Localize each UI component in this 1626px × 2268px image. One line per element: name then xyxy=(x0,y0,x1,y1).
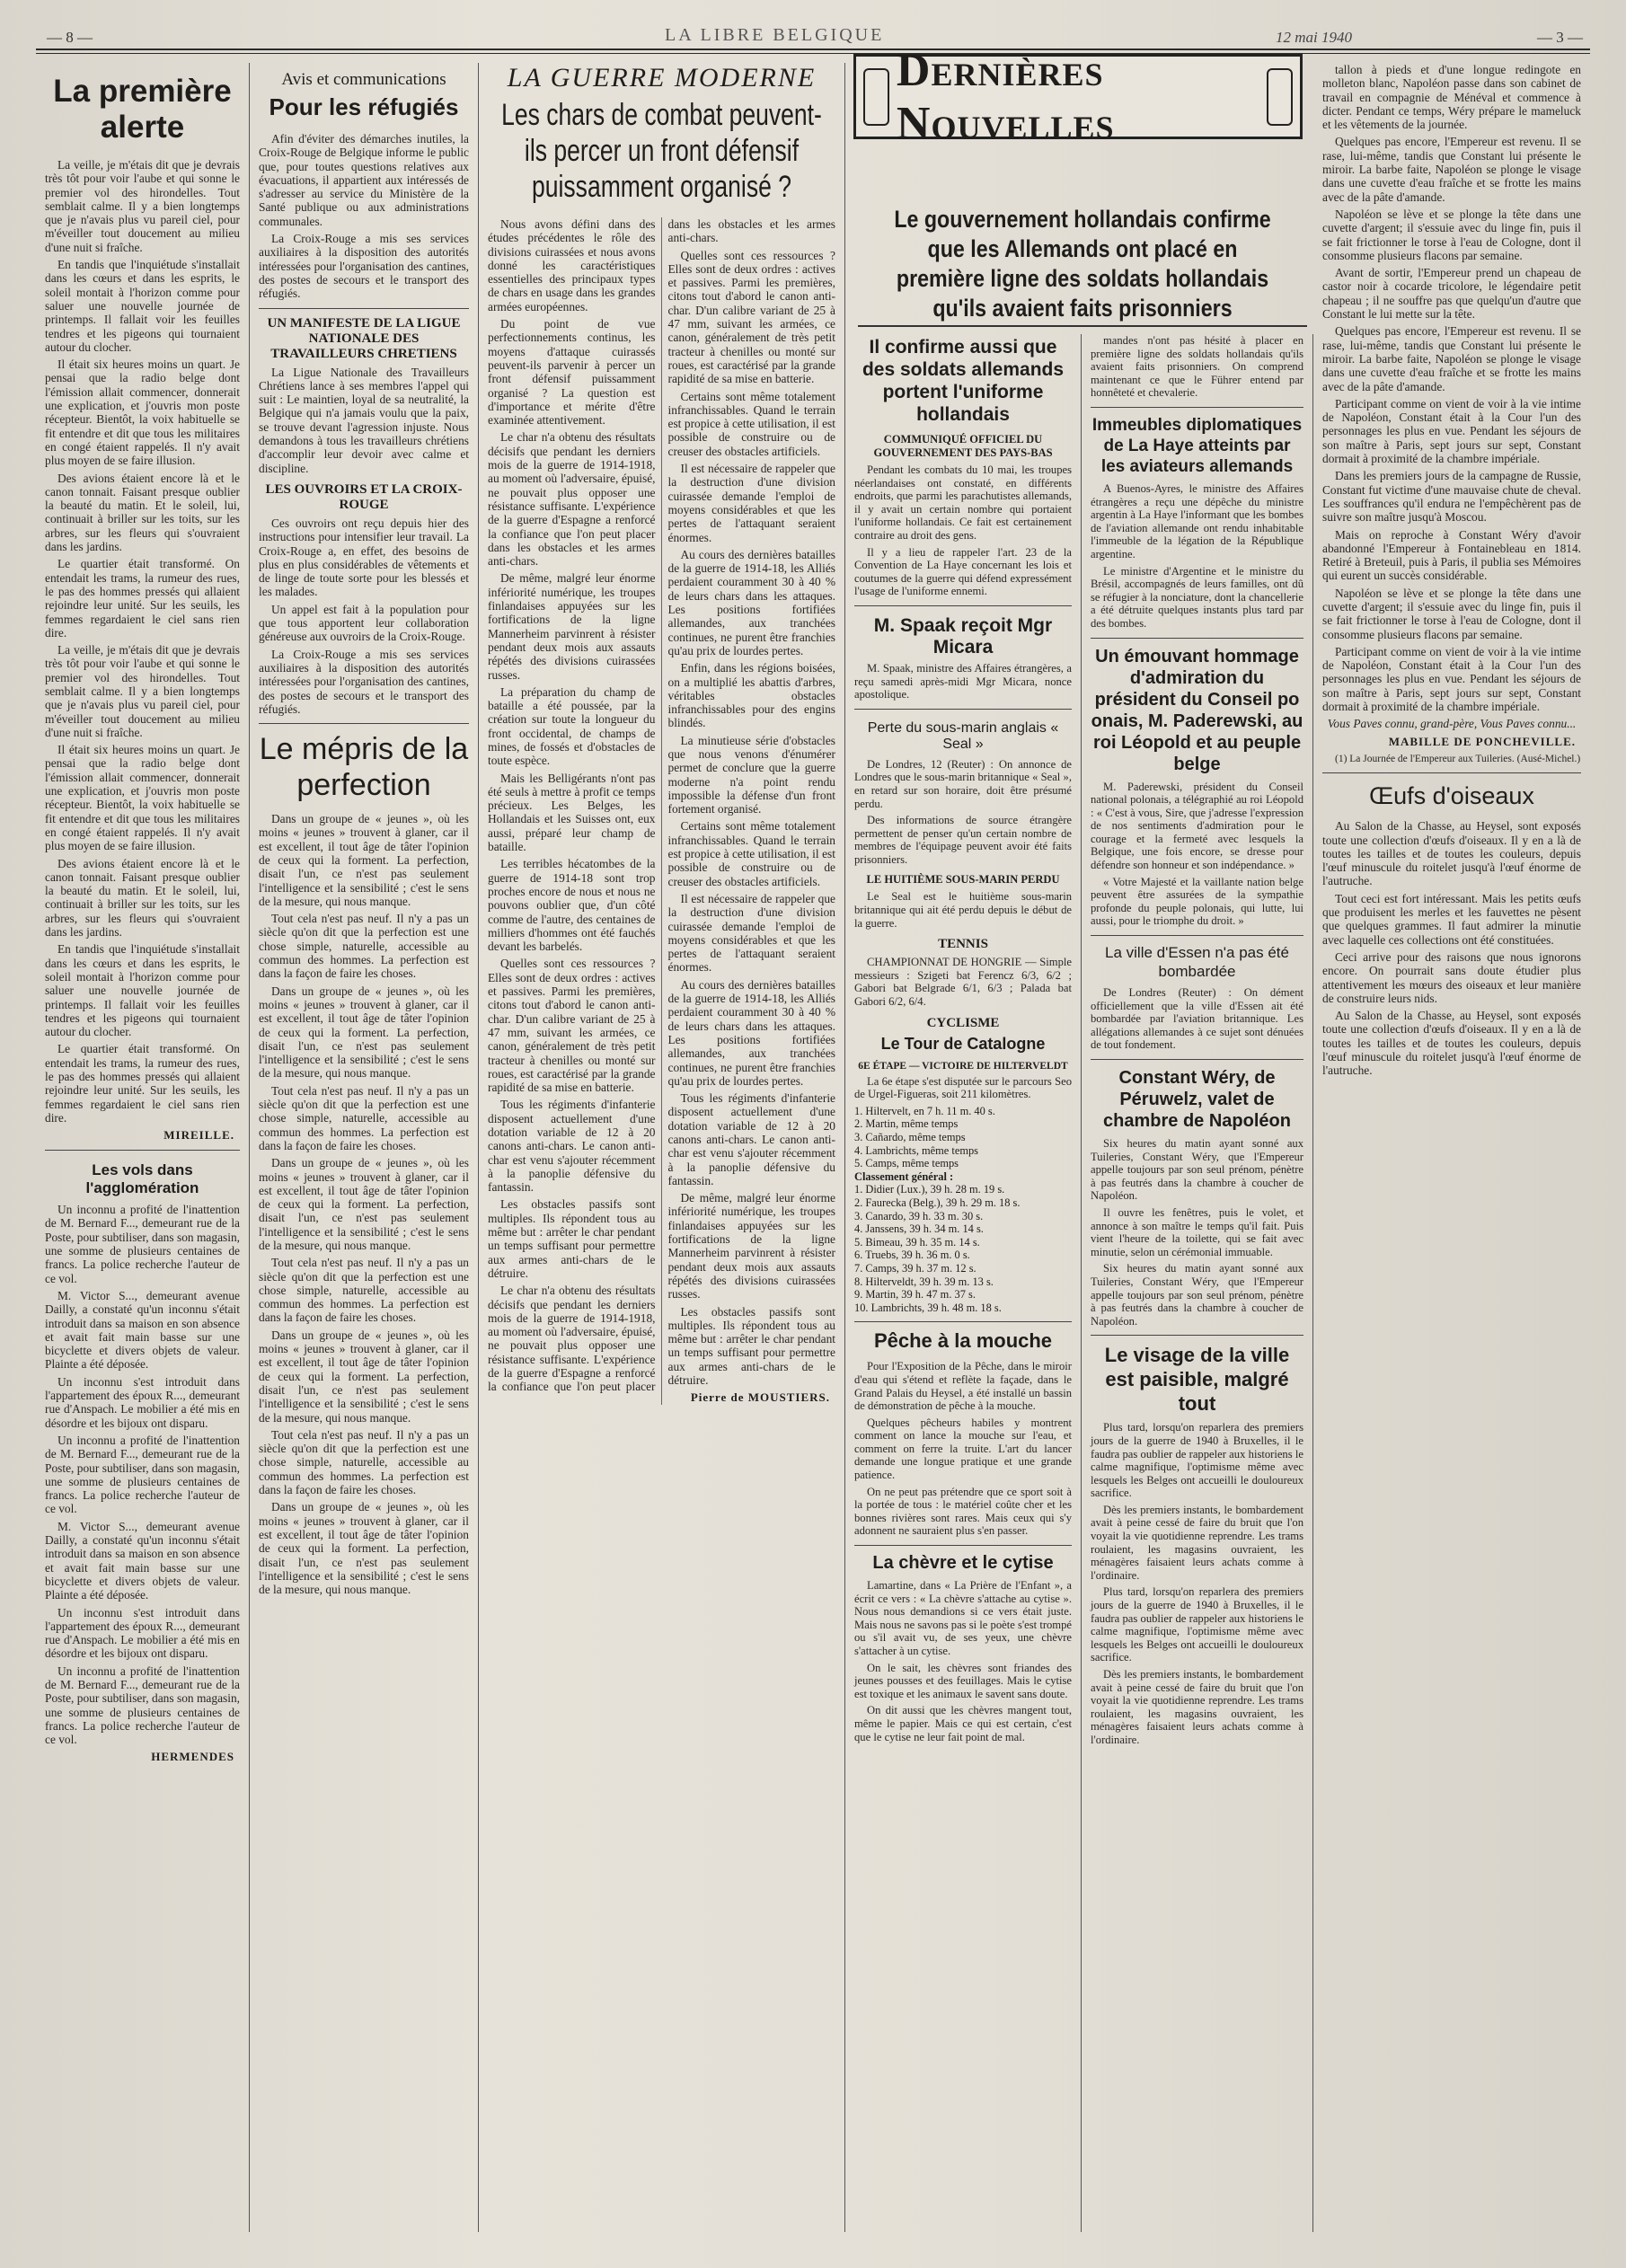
paragraph: Des avions étaient encore là et le canon tonnait. Faisant presque oublier la beauté du matin. Et le soleil, lui, continuait à briller sur les toits, sur les arbres, sur les fleurs qui s'ouvraient dans les jardins. xyxy=(45,856,240,940)
paragraph: Le Seal est le huitième sous-marin britannique qui ait été perdu depuis le début de la guerre. xyxy=(854,890,1072,930)
paragraph: Le quartier était transformé. On entendait les trams, la rumeur des rues, le pas des hommes pressés qui allaient rejoindre leur unité. Sur les seuils, les femmes regardaient le ciel sans rien dire. xyxy=(45,557,240,640)
paragraph: De Londres (Reuter) : On dément officiellement que la ville d'Essen ait été bombardée par l'aviation britannique. Les allégations allemandes à ce sujet sont dénuées de tout fondement. xyxy=(1091,986,1303,1052)
paragraph: Lamartine, dans « La Prière de l'Enfant », a écrit ce vers : « La chèvre s'attache au cytise ». Nous nous demandions si ce vers était juste. Mais nous ne savons pas si le poète s'est trompé ou s'il avait vu, de ses yeux, une chèvre s'attacher à un cytise. xyxy=(854,1579,1072,1657)
paragraph: En tandis que l'inquiétude s'installait dans les cœurs et dans les esprits, le soleil montait à l'horizon comme pour saluer une nouvelle journée de printemps. Il fallait voir les feuilles tendres et les pigeons qui tournaient autour du clocher. xyxy=(45,258,240,354)
paragraph: Plus tard, lorsqu'on reparlera des premiers jours de la guerre de 1940 à Bruxelles, il le faudra pas oublier de rappeler aux historiens le calme magnifique, l'optimisme même avec lesquels les Belges ont accueilli le douloureux sacrifice. xyxy=(1091,1585,1303,1664)
paragraph: Dans un groupe de « jeunes », où les moins « jeunes » trouvent à glaner, car il est excellent, il tout âge de tâter l'opinion de ceux qui la forment. La perfection, disait l'un, ce n'est pas seulement l'intelligence et la sensibilité ; c'est le sens de la mesure, qui nous manque. xyxy=(259,812,469,908)
paragraph: On le sait, les chèvres sont friandes des jeunes pousses et des feuillages. Mais le cytise est toxique et les animaux le savent sans doute. xyxy=(854,1661,1072,1700)
paragraph: Des avions étaient encore là et le canon tonnait. Faisant presque oublier la beauté du matin. Et le soleil, lui, continuait à briller sur les toits, sur les arbres, sur les fleurs qui s'ouvraient dans les jardins. xyxy=(45,471,240,554)
footnote: (1) La Journée de l'Empereur aux Tuileries. (Ausé-Michel.) xyxy=(1335,753,1581,764)
divider xyxy=(854,1321,1072,1322)
divider xyxy=(1091,1059,1303,1060)
paragraph: Des informations de source étrangère permettent de penser qu'un certain nombre de membres de l'équipage peuvent avoir été faits prisonniers. xyxy=(854,814,1072,866)
divider xyxy=(854,605,1072,606)
results-list xyxy=(854,1105,1072,1315)
paragraph: Dès les premiers instants, le bombardement avait à peine cessé de faire du bruit que l'on voyait la vie quotidienne reprendre. Les trams roulaient, les magasins ouvraient, les ménagères faisaient leurs achats comme à l'ordinaire. xyxy=(1091,1668,1303,1746)
section-heading-guerre-moderne: LA GUERRE MODERNE xyxy=(507,63,817,93)
paragraph: tallon à pieds et d'une longue redingote en molleton blanc, Napoléon passe dans son cabinet de travail en compagnie de Ménéval et commence à dicter. Pendant ce temps, Wéry prépare le mameluck et les vêtements de la journée. xyxy=(1322,63,1581,132)
paragraph: Dans un groupe de « jeunes », où les moins « jeunes » trouvent à glaner, car il est excellent, il tout âge de tâter l'opinion de ceux qui la forment. La perfection, disait l'un, ce n'est pas seulement l'intelligence et la sensibilité ; c'est le sens de la mesure, qui nous manque. xyxy=(259,1328,469,1425)
paragraph: Quelles sont ces ressources ? Elles sont de deux ordres : actives et passives. Parmi les premières, citons tout d'abord le canon anti-char. D'un calibre variant de 25 à 47 mm, suivant les armées, ce canon, généralement de très petit tracteur à chenilles ou monté sur roues, est caractérisé par la grande rapidité de sa mise en batterie. xyxy=(488,957,656,1095)
article-title-tour-catalogne: Le Tour de Catalogne xyxy=(880,1034,1046,1053)
article-body-chars xyxy=(488,217,835,1405)
column-4 xyxy=(845,334,1082,2232)
result-item: 5. Camps, même temps xyxy=(854,1157,959,1170)
result-item: 6. Truebs, 39 h. 36 m. 0 s. xyxy=(854,1249,970,1262)
column-6 xyxy=(1313,63,1590,2232)
paragraph: Il ouvre les fenêtres, puis le volet, et annonce à son maître le temps qu'il fait. Puis vient l'heure de la toilette, qui se fait avec minutie, selon un cérémonial immuable. xyxy=(1091,1205,1303,1258)
paragraph: Plus tard, lorsqu'on reparlera des premiers jours de la guerre de 1940 à Bruxelles, il le faudra pas oublier de rappeler aux historiens le calme magnifique, l'optimisme même avec lesquels les Belges ont accueilli le douloureux sacrifice. xyxy=(1091,1421,1303,1500)
paragraph: Tout cela n'est pas neuf. Il n'y a pas un siècle qu'on dit que la perfection est une chose simple, naturelle, accessible au commun des hommes. La perfection est dans la façon de faire les choses. xyxy=(259,1256,469,1325)
divider xyxy=(854,1545,1072,1546)
paragraph: Les obstacles passifs sont multiples. Ils répondent tous au même but : arrêter le char pendant un temps suffisant pour permettre aux armes anti-chars de le détruire. xyxy=(667,1304,835,1388)
paragraph: Au Salon de la Chasse, au Heysel, sont exposés toute une collection d'œufs d'oiseaux. Il y en a là de toutes les tailles et de toutes les couleurs, depuis l'œuf minuscule du roitelet jusqu'à l'œuf énorme de l'autruche. xyxy=(1322,1009,1581,1078)
paragraph: Afin d'éviter des démarches inutiles, la Croix-Rouge de Belgique informe le public que, pour toutes questions relatives aux évacuations, il appartient aux intéressés de s'adresser au service du Ministère de la Santé publique ou aux administrations communales. xyxy=(259,132,469,228)
paragraph: Il était six heures moins un quart. Je pensai que la radio belge dont l'émission allait commencer, donnerait une explication, et j'ouvris mon poste récepteur. Bientôt, la voix habituelle se fit entendre et dit que tous les militaires en congé étaient rappelés. Il n'y avait plus moyen de se faire illusion. xyxy=(45,357,240,468)
paragraph: On ne peut pas prétendre que ce sport soit à la portée de tous : le matériel coûte cher et les bonnes rivières sont rares. Mais ceux qui s'y adonnent ne sauraient plus s'en passer. xyxy=(854,1485,1072,1538)
paragraph: Tous les régiments d'infanterie disposent actuellement d'une dotation variable de 12 à 20 canons anti-chars. Le canon anti-char est venu s'ajouter récemment à la panoplie défensive du fantassin. xyxy=(488,1098,656,1195)
article-title-immeubles: Immeubles diplomatiques de La Haye atteints par les aviateurs allemands xyxy=(1091,415,1303,476)
paragraph: Dès les premiers instants, le bombardement avait à peine cessé de faire du bruit que l'on voyait la vie quotidienne reprendre. Les trams roulaient, les magasins ouvraient, les ménagères faisaient leurs achats comme à l'ordinaire. xyxy=(1091,1503,1303,1582)
paragraph: Dans un groupe de « jeunes », où les moins « jeunes » trouvent à glaner, car il est excellent, il tout âge de tâter l'opinion de ceux qui la forment. La perfection, disait l'un, ce n'est pas seulement l'intelligence et la sensibilité ; c'est le sens de la mesure, qui nous manque. xyxy=(259,1156,469,1252)
article-title-premiere-alerte: La première alerte xyxy=(53,74,232,145)
banner-title: Dernières Nouvelles xyxy=(896,44,1115,149)
paragraph: A Buenos-Ayres, le ministre des Affaires étrangères a reçu une dépêche du ministre argentin à La Haye l'informant que les bombes de l'aviation allemande ont rendu inhabitable l'immeuble de la légation de la République argentine. xyxy=(1091,481,1303,560)
divider xyxy=(259,308,469,309)
sport-heading-cyclisme: CYCLISME xyxy=(926,1015,1000,1030)
paragraph: Quelles sont ces ressources ? Elles sont de deux ordres : actives et passives. Parmi les premières, citons tout d'abord le canon anti-char. D'un calibre variant de 25 à 47 mm, suivant les armées, ce canon, généralement de très petit tracteur à chenilles ou monté sur roues, est caractérisé par la grande rapidité de sa mise en batterie. xyxy=(667,248,835,386)
result-item: 4. Janssens, 39 h. 34 m. 14 s. xyxy=(854,1222,984,1236)
paragraph: Certains sont même totalement infranchissables. Quand le terrain est propice à cette utilisation, il est possible de construire ou de creuser des obstacles artificiels. xyxy=(667,389,835,458)
paragraph: Quelques pas encore, l'Empereur est revenu. Il se rase, lui-même, tandis que Constant lui présente le miroir. La barbe faite, Napoléon se plonge le visage dans une cuvette d'eau fraîche et se frotte les mains avec de la pâte d'amande. xyxy=(1322,135,1581,204)
paragraph: Tout cela n'est pas neuf. Il n'y a pas un siècle qu'on dit que la perfection est une chose simple, naturelle, accessible au commun des hommes. La perfection est dans la façon de faire les choses. xyxy=(259,912,469,981)
paragraph: Participant comme on vient de voir à la vie intime de Napoléon, Constant était à la Cour l'un des personnages les plus en vue. Pendant les séjours de son maître à Paris, sept jours sur sept, Constant dormait à proximité de la chambre impériale. xyxy=(1322,644,1581,714)
result-item: 1. Hiltervelt, en 7 h. 11 m. 40 s. xyxy=(854,1104,995,1117)
paragraph: Participant comme on vient de voir à la vie intime de Napoléon, Constant était à la Cour l'un des personnages les plus en vue. Pendant les séjours de son maître à Paris, sept jours sur sept, Constant dormait à proximité de la chambre impériale. xyxy=(1322,396,1581,466)
paragraph: De même, malgré leur énorme infériorité numérique, les troupes finlandaises appuyées sur les fortifications de la ligne Mannerheim parvinrent à résister pendant deux mois aux assauts répétés des divisions cuirassées russes. xyxy=(488,571,656,682)
result-item: 2. Faurecka (Belg.), 39 h. 29 m. 18 s. xyxy=(854,1196,1021,1209)
subheading-sous-marin: LE HUITIÈME SOUS-MARIN PERDU xyxy=(866,873,1060,887)
divider xyxy=(1091,935,1303,936)
paragraph: En tandis que l'inquiétude s'installait dans les cœurs et dans les esprits, le soleil montait à l'horizon comme pour saluer une nouvelle journée de printemps. Il fallait voir les feuilles tendres et les pigeons qui tournaient autour du clocher. xyxy=(45,942,240,1039)
article-title-refugies: Pour les réfugiés xyxy=(269,93,459,120)
paragraph: De Londres, 12 (Reuter) : On annonce de Londres que le sous-marin britannique « Seal », en retard sur son horaire, doit être présumé perdu. xyxy=(854,757,1072,810)
paragraph: Un inconnu a profité de l'inattention de M. Bernard F..., demeurant rue de la Poste, pour subtiliser, dans son magasin, une somme de plusieurs centaines de francs. La police recherche l'auteur de ce vol. xyxy=(45,1433,240,1516)
paragraph: Ces ouvroirs ont reçu depuis hier des instructions pour intensifier leur travail. La Croix-Rouge a, en effet, des besoins de plus en plus considérables de vêtements et de linge de toute sorte pour les blessés et les malades. xyxy=(259,516,469,599)
paragraph: « Votre Majesté et la vaillante nation belge peuvent être assurées de la sympathie profonde du peuple polonais, qui lutte, lui aussi, pour le triomphe du droit. » xyxy=(1091,875,1303,928)
paragraph: De même, malgré leur énorme infériorité numérique, les troupes finlandaises appuyées sur les fortifications de la ligne Mannerheim parvinrent à résister pendant deux mois aux assauts répétés des divisions cuirassées russes. xyxy=(667,1191,835,1302)
ornament-left-icon xyxy=(863,68,889,126)
paragraph: La préparation du champ de bataille a été poussée, par la création sur toute la longueur du front occidental, de champs de mines, de fossés et d'obstacles de toute espèce. xyxy=(488,684,656,768)
paragraph: Pour l'Exposition de la Pêche, dans le miroir d'eau qui s'étend et reflète la façade, dans le Grand Palais du Heysel, a été installé un bassin de démonstration de pêche à la mouche. xyxy=(854,1360,1072,1413)
paragraph: M. Victor S..., demeurant avenue Dailly, a constaté qu'un inconnu s'était introduit dans sa maison en son absence et avait fait main basse sur une bicyclette et divers objets de valeur. Plainte a été déposée. xyxy=(45,1288,240,1372)
paragraph: Un appel est fait à la population pour que tous apportent leur collaboration généreuse aux ouvroirs de la Croix-Rouge. xyxy=(259,602,469,644)
article-title-chars: Les chars de combat peuvent-ils percer un front défensif puissamment organisé ? xyxy=(501,98,822,204)
column-1 xyxy=(36,63,250,2232)
paragraph: La veille, je m'étais dit que je devrais très tôt pour voir l'aube et qui sonne le premier vol des hirondelles. Tout semblait calme. Il y a bien longtemps que je n'avais plus vu pareil ciel, pour m'éveiller tout doucement au milieu d'une nuit si fraîche. xyxy=(45,158,240,254)
subheadline-uniforme: Il confirme aussi que des soldats allemands portent l'uniforme hollandais xyxy=(862,337,1065,425)
paragraph: Ceci arrive pour des raisons que nous ignorons encore. On pourrait sans doute étudier plus attentivement les mœurs des oiseaux et leur manière de construire leurs nids. xyxy=(1322,949,1581,1005)
paragraph: mandes n'ont pas hésité à placer en première ligne des soldats hollandais qu'ils avaient faits prisonniers. On comprend maintenant ce que le Führer entend par honnêteté et chevalerie. xyxy=(1091,334,1303,400)
divider xyxy=(259,723,469,724)
paragraph: Certains sont même totalement infranchissables. Quand le terrain est propice à cette utilisation, il est possible de construire ou de creuser des obstacles artificiels. xyxy=(667,819,835,888)
paragraph: Mais on reproche à Constant Wéry d'avoir abandonné l'Empereur à Fontainebleau en 1814. Retiré à Breteuil, puis à Paris, il publia ses Mémoires qui eurent un succès considérable. xyxy=(1322,527,1581,583)
paragraph: Les obstacles passifs sont multiples. Ils répondent tous au même but : arrêter le char pendant un temps suffisant pour permettre aux armes anti-chars de le détruire. xyxy=(488,1197,656,1280)
paragraph: Il était six heures moins un quart. Je pensai que la radio belge dont l'émission allait commencer, donnerait une explication, et j'ouvris mon poste récepteur. Bientôt, la voix habituelle se fit entendre et dit que tous les militaires en congé étaient rappelés. Il n'y avait plus moyen de se faire illusion. xyxy=(45,743,240,853)
paragraph: M. Spaak, ministre des Affaires étrangères, a reçu samedi après-midi Mgr Micara, nonce apostolique. xyxy=(854,661,1072,702)
paragraph: Dans les premiers jours de la campagne de Russie, Constant fut victime d'une mauvaise chute de cheval. Les souffrances qu'il endura ne l'empêchèrent pas de suivre son maître jusqu'à Moscou. xyxy=(1322,469,1581,525)
paragraph: Tout cela n'est pas neuf. Il n'y a pas un siècle qu'on dit que la perfection est une chose simple, naturelle, accessible au commun des hommes. La perfection est dans la façon de faire les choses. xyxy=(259,1083,469,1152)
author-signature: HERMENDES xyxy=(151,1750,234,1764)
paragraph: Un inconnu s'est introduit dans l'appartement des époux R..., demeurant rue d'Anspach. Le mobilier a été mis en désordre et les bijoux ont disparu. xyxy=(45,1605,240,1661)
paragraph: Napoléon se lève et se plonge la tête dans une cuvette d'argent; il s'essuie avec du linge fin, puis il se fait frictionner le torse à l'eau de Cologne, dont il consomme plusieurs flacons par semaine. xyxy=(1322,586,1581,641)
paragraph: Tout ceci est fort intéressant. Mais les petits œufs que produisent les merles et les fauvettes ne pèsent que quelques grammes. Il faut admirer la minutie avec laquelle ces collections ont été constituées. xyxy=(1322,891,1581,947)
subheading-etape: 6E ÉTAPE — VICTOIRE DE HILTERVELDT xyxy=(858,1060,1068,1072)
communique-heading: COMMUNIQUÉ OFFICIEL DU GOUVERNEMENT DES PAYS-BAS xyxy=(873,433,1053,459)
section-title-vols: Les vols dans l'agglomération xyxy=(85,1161,199,1197)
paragraph: Mais les Belligérants n'ont pas été seuls à mettre à profit ce temps précieux. Les Belges, les Hollandais et les Suisses ont, eux aussi, préparé leur champ de bataille. xyxy=(488,771,656,854)
author-signature: MIREILLE. xyxy=(163,1128,234,1143)
result-item: Classement général : xyxy=(854,1169,954,1183)
paragraph: Dans un groupe de « jeunes », où les moins « jeunes » trouvent à glaner, car il est excellent, il tout âge de tâter l'opinion de ceux qui la forment. La perfection, disait l'un, ce n'est pas seulement l'intelligence et la sensibilité ; c'est le sens de la mesure, qui nous manque. xyxy=(259,984,469,1081)
column-5 xyxy=(1082,334,1313,2232)
page-number-right: — 3 — xyxy=(1537,29,1583,46)
article-title-visage-ville: Le visage de la ville est paisible, malgré tout xyxy=(1104,1344,1290,1416)
paragraph: M. Paderewski, président du Conseil national polonais, a télégraphié au roi Léopold : « C'est à vous, Sire, que j'adresse l'expression de nos sentiments d'admiration pour le courage et la fermeté avec lesquels la Belgique, une fois encore, se dresse pour défendre son honneur et son indépendance. » xyxy=(1091,780,1303,872)
result-item: 4. Lambrichts, même temps xyxy=(854,1143,978,1157)
paragraph: Il est nécessaire de rappeler que la destruction d'une division cuirassée demande l'emploi de moyens considérables et que les pertes de l'attaquant seraient énormes. xyxy=(667,891,835,975)
result-item: 8. Hilterveldt, 39 h. 39 m. 13 s. xyxy=(854,1275,994,1288)
subsection-manifeste: UN MANIFESTE DE LA LIGUE NATIONALE DES TRAVAILLEURS CHRETIENS xyxy=(267,315,461,361)
issue-date: 12 mai 1940 xyxy=(1276,29,1352,46)
article-title-chevre: La chèvre et le cytise xyxy=(872,1553,1054,1574)
divider xyxy=(854,709,1072,710)
paragraph: M. Victor S..., demeurant avenue Dailly, a constaté qu'un inconnu s'était introduit dans sa maison en son absence et avait fait main basse sur une bicyclette et divers objets de valeur. Plainte a été déposée. xyxy=(45,1519,240,1602)
paragraph: La minutieuse série d'obstacles que nous venons d'énumérer permet de conclure que la guerre moderne n'a point rendu impossible la défense d'un front fortement organisé. xyxy=(667,733,835,816)
author-signature: Pierre de MOUSTIERS. xyxy=(690,1390,830,1405)
paragraph: Six heures du matin ayant sonné aux Tuileries, Constant Wéry, que l'Empereur appelle toujours par son seul prénom, pénètre à pas feutrés dans la chambre à coucher de Napoléon. xyxy=(1091,1262,1303,1328)
running-masthead: LA LIBRE BELGIQUE xyxy=(665,25,885,45)
result-item: 2. Martin, même temps xyxy=(854,1117,959,1131)
article-title-peche: Pêche à la mouche xyxy=(873,1329,1053,1353)
article-title-spaak: M. Spaak reçoit Mgr Micara xyxy=(873,614,1053,657)
paragraph: Nous avons défini dans des études précédentes le rôle des divisions cuirassées et nous avons donné les caractéristiques essentielles des principaux types de chars en usage dans les grandes armées européennes. xyxy=(488,217,656,313)
paragraph: Enfin, dans les régions boisées, on a multiplié les abattis d'arbres, véritables obstacles infranchissables pour des engins blindés. xyxy=(667,661,835,730)
paragraph: On dit aussi que les chèvres mangent tout, même le papier. Mais ce qui est certain, c'est que le cytise ne leur fait point de mal. xyxy=(854,1704,1072,1743)
section-kicker: Avis et communications xyxy=(281,70,446,89)
paragraph: Un inconnu a profité de l'inattention de M. Bernard F..., demeurant rue de la Poste, pour subtiliser, dans son magasin, une somme de plusieurs centaines de francs. La police recherche l'auteur de ce vol. xyxy=(45,1663,240,1747)
divider xyxy=(1322,772,1581,773)
paragraph: Quelques pas encore, l'Empereur est revenu. Il se rase, lui-même, tandis que Constant lui présente le miroir. La barbe faite, Napoléon se plonge le visage dans une cuvette d'eau fraîche et se frotte les mains avec de la pâte d'amande. xyxy=(1322,324,1581,393)
paragraph: Le char n'a obtenu des résultats décisifs que pendant les derniers mois de la guerre de 1914-1918, au moment où l'adversaire, épuisé, ne pouvait plus opposer une résistance suffisante. L'expérience de la guerre d'Espagne a renforcé la confiance que l'on peut placer dans les obstacles et les armes anti-chars. xyxy=(488,430,656,569)
paragraph: Le char n'a obtenu des résultats décisifs que pendant les derniers mois de la guerre de 1914-1918, au moment où l'adversaire, épuisé, ne pouvait plus opposer une résistance suffisante. L'expérience de la guerre d'Espagne a renforcé la confiance que l'on peut placer dans les obstacles et les armes anti-chars. xyxy=(488,217,835,1394)
dernieres-nouvelles-banner xyxy=(853,44,1303,149)
result-item: 9. Martin, 39 h. 47 m. 37 s. xyxy=(854,1288,976,1302)
paragraph: CHAMPIONNAT DE HONGRIE — Simple messieurs : Szigeti bat Ferencz 6/3, 6/2 ; Gabori bat Belgrade 6/1, 6/3 ; Palada bat Gabori 6/2, 6/4. xyxy=(854,956,1072,1009)
article-title-oeufs: Œufs d'oiseaux xyxy=(1369,782,1534,810)
result-item: 1. Didier (Lux.), 39 h. 28 m. 19 s. xyxy=(854,1183,1005,1196)
paragraph: Un inconnu a profité de l'inattention de M. Bernard F..., demeurant rue de la Poste, pour subtiliser, dans son magasin, une somme de plusieurs centaines de francs. La police recherche l'auteur de ce vol. xyxy=(45,1203,240,1285)
article-title-paderewski: Un émouvant hommage d'admiration du président du Conseil po onais, M. Paderewski, au roi Léopold et au peuple belge xyxy=(1091,646,1303,774)
paragraph: Dans un groupe de « jeunes », où les moins « jeunes » trouvent à glaner, car il est excellent, il tout âge de tâter l'opinion de ceux qui la forment. La perfection, disait l'un, ce n'est pas seulement l'intelligence et la sensibilité ; c'est le sens de la mesure, qui nous manque. xyxy=(259,1500,469,1597)
paragraph: Les terribles hécatombes de la guerre de 1914-18 sont trop proches encore de nous et nous ne pouvons oublier que, d'un côté comme de l'autre, des centaines de milliers d'hommes ont été fauchés devant les barbelés. xyxy=(488,857,656,954)
headline-hollandais: Le gouvernement hollandais confirme que les Allemands ont placé en première ligne des soldats hollandais qu'ils avaient faits prisonniers xyxy=(894,206,1271,322)
headline-rule xyxy=(858,325,1307,327)
divider xyxy=(1091,1335,1303,1336)
paragraph: La Ligue Nationale des Travailleurs Chrétiens lance à ses membres l'appel qui suit : Le maintien, loyal de sa neutralité, la Belgique qui n'a jamais voulu que la paix, se trouve devant l'agression injuste. Nous demandons à tous les travailleurs chrétiens d'accomplir leur devoir avec calme et discipline. xyxy=(259,365,469,475)
paragraph: Le ministre d'Argentine et le ministre du Brésil, accompagnés de leurs familles, ont dû se réfugier à la nonciature, dont la chancellerie a été détruite quelques instants plus tard par des bombes. xyxy=(1091,564,1303,630)
paragraph: La Croix-Rouge a mis ses services auxiliaires à la disposition des autorités intéressées pour l'organisation des cantines, des postes de secours et le transport des réfugiés. xyxy=(259,647,469,716)
divider xyxy=(1091,638,1303,639)
paragraph: La Croix-Rouge a mis ses services auxiliaires à la disposition des autorités intéressées pour l'organisation des cantines, des postes de secours et le transport des réfugiés. xyxy=(259,232,469,301)
result-item: 7. Camps, 39 h. 37 m. 12 s. xyxy=(854,1261,976,1275)
paragraph: Il est nécessaire de rappeler que la destruction d'une division cuirassée demande l'emploi de moyens considérables et que les pertes de l'attaquant seraient énormes. xyxy=(667,462,835,544)
result-item: 5. Bimeau, 39 h. 35 m. 14 s. xyxy=(854,1235,980,1249)
paragraph: Avant de sortir, l'Empereur prend un chapeau de castor noir à cocarde tricolore, le légendaire petit chapeau ; il ne souffre pas que quelqu'un d'autre que Constant le lui mette sur la tête. xyxy=(1322,266,1581,322)
paragraph: La 6e étape s'est disputée sur le parcours Seo de Urgel-Figueras, soit 211 kilomètres. xyxy=(854,1074,1072,1101)
paragraph: Six heures du matin ayant sonné aux Tuileries, Constant Wéry, que l'Empereur appelle toujours par son seul prénom, pénètre à pas feutrés dans la chambre à coucher de Napoléon. xyxy=(1091,1137,1303,1203)
author-signature: MABILLE DE PONCHEVILLE. xyxy=(1388,734,1576,748)
paragraph: Du point de vue perfectionnements continus, les moyens d'attaque cuirassés peuvent-ils parvenir à percer un front défensif puissamment organisé ? La question est d'importance et mérite d'être examinée attentivement. xyxy=(488,317,656,428)
paragraph: La veille, je m'étais dit que je devrais très tôt pour voir l'aube et qui sonne le premier vol des hirondelles. Tout semblait calme. Il y a bien longtemps que je n'avais plus vu pareil ciel, pour m'éveiller tout doucement au milieu d'une nuit si fraîche. xyxy=(45,643,240,739)
paragraph: Au cours des dernières batailles de la guerre de 1914-18, les Alliés perdaient couramment 30 à 40 % de leurs chars dans les attaques. Les positions fortifiées allemandes, aux tranchées continues, ne purent être franchies qu'au prix de lourdes pertes. xyxy=(667,977,835,1088)
column-3 xyxy=(479,63,845,2232)
top-rule xyxy=(36,49,1590,54)
paragraph: Quelques pêcheurs habiles y montrent comment on lance la mouche sur l'eau, et comment on ferre la truite. L'art du lancer demande une longue pratique et une grande patience. xyxy=(854,1416,1072,1482)
paragraph: Le quartier était transformé. On entendait les trams, la rumeur des rues, le pas des hommes pressés qui allaient rejoindre leur unité. Sur les seuils, les femmes regardaient le ciel sans rien dire. xyxy=(45,1042,240,1125)
subsection-ouvroirs: LES OUVROIRS ET LA CROIX-ROUGE xyxy=(265,481,463,512)
paragraph: Il y a lieu de rappeler l'art. 23 de la Convention de La Haye concernant les lois et coutumes de la guerre qui défend expressément l'usage de l'uniforme ennemi. xyxy=(854,545,1072,598)
article-title-seal: Perte du sous-marin anglais « Seal » xyxy=(867,719,1059,752)
article-title-wery: Constant Wéry, de Péruwelz, valet de chambre de Napoléon xyxy=(1103,1068,1291,1131)
sport-heading-tennis: TENNIS xyxy=(938,937,988,952)
paragraph: Au Salon de la Chasse, au Heysel, sont exposés toute une collection d'œufs d'oiseaux. Il y en a là de toutes les tailles et de toutes les couleurs, depuis l'œuf minuscule du roitelet jusqu'à l'œuf énorme de l'autruche. xyxy=(1322,819,1581,888)
page-number-left: — 8 — xyxy=(47,29,93,46)
result-item: 3. Cañardo, même temps xyxy=(854,1131,966,1143)
paragraph: Un inconnu s'est introduit dans l'appartement des époux R..., demeurant rue d'Anspach. Le mobilier a été mis en désordre et les bijoux ont disparu. xyxy=(45,1374,240,1430)
paragraph: Napoléon se lève et se plonge la tête dans une cuvette d'argent; il s'essuie avec du linge fin, puis il se fait frictionner le torse à l'eau de Cologne, dont il consomme plusieurs flacons par semaine. xyxy=(1322,207,1581,262)
paragraph: Au cours des dernières batailles de la guerre de 1914-18, les Alliés perdaient couramment 30 à 40 % de leurs chars dans les attaques. Les positions fortifiées allemandes, aux tranchées continues, ne purent être franchies qu'au prix de lourdes pertes. xyxy=(667,547,835,657)
result-item: 3. Canardo, 39 h. 33 m. 30 s. xyxy=(854,1209,984,1222)
divider xyxy=(1091,407,1303,408)
article-title-mepris: Le mépris de la perfection xyxy=(259,732,469,803)
ornament-right-icon xyxy=(1267,68,1293,126)
paragraph: Tous les régiments d'infanterie disposent actuellement d'une dotation variable de 12 à 20 canons anti-chars. Le canon anti-char est venu s'ajouter récemment à la panoplie défensive du fantassin. xyxy=(667,1091,835,1187)
paragraph: Tout cela n'est pas neuf. Il n'y a pas un siècle qu'on dit que la perfection est une chose simple, naturelle, accessible au commun des hommes. La perfection est dans la façon de faire les choses. xyxy=(259,1427,469,1497)
column-2 xyxy=(250,63,479,2232)
article-title-essen: La ville d'Essen n'a pas été bombardée xyxy=(1105,944,1289,981)
divider xyxy=(45,1150,240,1151)
verse-line: Vous Paves connu, grand-père, Vous Paves connu... xyxy=(1327,717,1577,731)
paragraph: Pendant les combats du 10 mai, les troupes néerlandaises ont constaté, en différents endroits, que parmi les parachutistes allemands, il y avait un certain nombre qui portaient l'uniforme hollandais. Ce fait est certainement contraire au droit des gens. xyxy=(854,463,1072,542)
result-item: 10. Lambrichts, 39 h. 48 m. 18 s. xyxy=(854,1301,1002,1314)
